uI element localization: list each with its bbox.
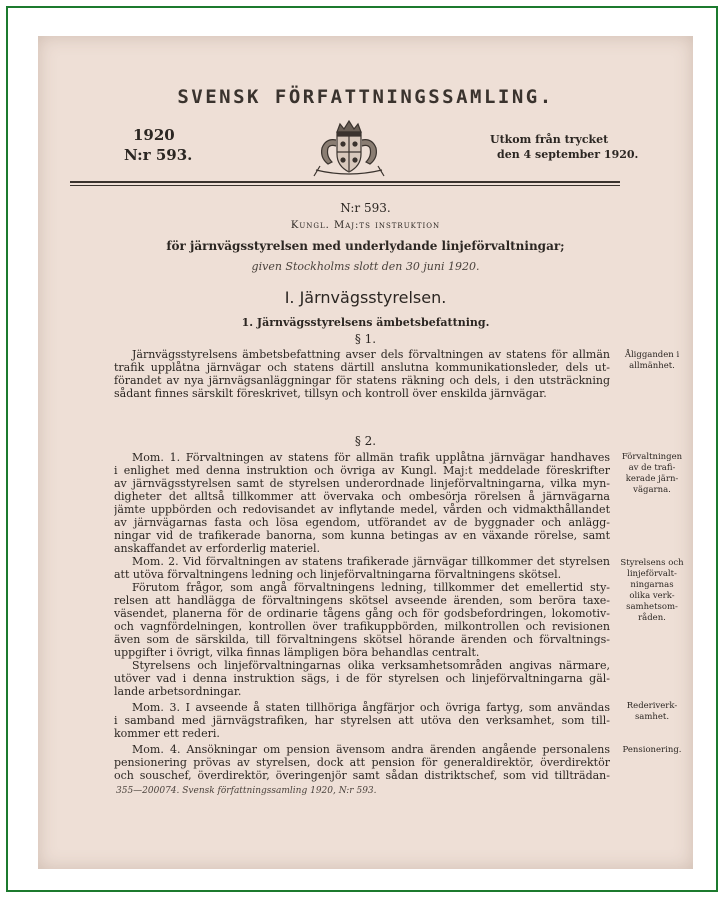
body-line: och vagnfördelningen, kontrollen över trafikuppbörden, milkontrollen och revisionen xyxy=(114,620,610,633)
margin-note xyxy=(612,745,692,756)
body-line: lande arbetsordningar. xyxy=(114,685,242,698)
body-line: trafik upplåtna järnvägar och statens därtill anslutna kommunikationsleder, dels ut- xyxy=(114,361,610,374)
margin-note-line: Rederiverk- xyxy=(626,701,678,711)
body-line: i samband med järnvägstrafiken, har styrelsen att utöva den verksamhet, som till- xyxy=(114,714,610,727)
issue-year: 1920 xyxy=(133,126,175,144)
margin-note-line: vägarna. xyxy=(633,485,671,495)
body-line: av järnvägsstyrelsen samt de styrelsen underordnade linjeförvaltningarna, vilka myn- xyxy=(114,477,610,490)
margin-note-line: Förvaltningen xyxy=(621,452,683,462)
body-line: i enlighet med denna instruktion och övriga av Kungl. Maj:t meddelade föreskrifter xyxy=(114,464,610,477)
subsection-heading: 1. Järnvägsstyrelsens ämbetsbefattning. xyxy=(241,316,490,329)
section-heading: I. Järnvägsstyrelsen. xyxy=(284,288,447,307)
body-line: relsen att handlägga de förvaltningens skötsel avseende ärenden, som beröra taxe- xyxy=(114,594,610,607)
body-line: att utöva förvaltningens ledning och linjeförvaltningarna förvaltningens skötsel. xyxy=(114,568,562,581)
margin-note-line: allmänhet. xyxy=(629,361,675,371)
body-line: kommer ett rederi. xyxy=(114,727,220,740)
body-line: förandet av nya järnvägsanläggningar för statens räkning och dels, i den utsträckning xyxy=(114,374,610,387)
swedish-coat-of-arms-icon xyxy=(310,118,388,180)
paragraph-heading-1: § 1. xyxy=(354,332,377,346)
body-line: jämte uppbörden och redovisandet av inflytande medel, vården och vidmakthållandet xyxy=(114,503,610,516)
margin-note-line: linjeförvalt- xyxy=(627,569,677,579)
body-line: väsendet, planerna för de ordinarie tågens gång och för godsbefordringen, lokomotiv- xyxy=(114,607,610,620)
paragraph-heading-2: § 2. xyxy=(354,434,377,448)
page-footer: 355—200074. Svensk författningssamling 1920, N:r 593. xyxy=(116,786,377,796)
margin-note-line: ningarnas xyxy=(630,580,674,590)
body-line: digheter det alltså tillkommer att övervaka och ombesörja rörelsen å järnvägarna xyxy=(114,490,610,503)
body-line: Mom. 1. Förvaltningen av statens för allmän trafik upplåtna järnvägar handhaves xyxy=(132,451,610,464)
document-page xyxy=(38,36,693,869)
header-rule-thin xyxy=(70,185,620,186)
published-line-2: den 4 september 1920. xyxy=(497,148,639,161)
body-line: Styrelsens och linjeförvaltningarnas olika verksamhetsområden angivas närmare, xyxy=(132,659,610,672)
body-line: av järnvägarnas fasta och lösa egendom, utförandet av de byggnader och anlägg- xyxy=(114,516,610,529)
instruction-line: Kungl. Maj:ts instruktion xyxy=(290,220,441,231)
margin-note-line: Styrelsens och xyxy=(620,558,684,568)
body-line: Förutom frågor, som angå förvaltningens ledning, tillkommer det emellertid sty- xyxy=(132,581,610,594)
body-line: och souschef, överdirektör, överingenjör samt sådan distriktschef, som vid tillträdan- xyxy=(114,769,610,782)
margin-note-line: Åligganden i xyxy=(624,350,680,360)
margin-note-line: råden. xyxy=(638,613,666,623)
body-line: anskaffandet av erforderlig materiel. xyxy=(114,542,321,555)
margin-note-line: samhetsom- xyxy=(626,602,678,612)
margin-note xyxy=(612,701,692,723)
body-line: Mom. 2. Vid förvaltningen av statens trafikerade järnvägar tillkommer det styrelsen xyxy=(132,555,610,568)
margin-note xyxy=(612,558,692,624)
body-line: utöver vad i denna instruktion sägs, i de för styrelsen och linjeförvaltningarna gäl- xyxy=(114,672,610,685)
margin-note xyxy=(612,452,692,496)
document-number: N:r 593. xyxy=(340,201,391,215)
masthead: SVENSK FÖRFATTNINGSSAMLING. xyxy=(177,86,554,108)
margin-note-line: olika verk- xyxy=(629,591,675,601)
body-line: uppgifter i övrigt, vilka finnas lämpligen böra behandlas centralt. xyxy=(114,646,480,659)
body-line: pensionering prövas av styrelsen, dock att pension för generaldirektör, överdirektör xyxy=(114,756,610,769)
document-subject: för järnvägsstyrelsen med underlydande linjeförvaltningar; xyxy=(166,239,565,253)
issue-number: N:r 593. xyxy=(124,146,193,164)
body-line: Mom. 4. Ansökningar om pension ävensom andra ärenden angående personalens xyxy=(132,743,610,756)
margin-note xyxy=(612,350,692,372)
body-line: Järnvägsstyrelsens ämbetsbefattning avser dels förvaltningen av statens för allmän xyxy=(132,348,610,361)
header-rule xyxy=(70,181,620,183)
body-line: sådant finnes särskilt föreskrivet, tillsyn och kontroll över enskilda järnvägar. xyxy=(114,387,547,400)
margin-note-line: samhet. xyxy=(634,712,670,722)
published-line-1: Utkom från trycket xyxy=(490,133,609,146)
margin-note-line: kerade järn- xyxy=(625,474,679,484)
body-line: ningar vid de trafikerade banorna, som kunna betingas av en växande rörelse, samt xyxy=(114,529,610,542)
given-line: given Stockholms slott den 30 juni 1920. xyxy=(251,260,480,273)
body-line: Mom. 3. I avseende å staten tillhöriga ångfärjor och övriga fartyg, som användas xyxy=(132,701,610,714)
body-line: även som de särskilda, till förvaltningens skötsel hörande ärenden och förvaltnings- xyxy=(114,633,610,646)
margin-note-line: av de trafi- xyxy=(628,463,676,473)
margin-note-line: Pensionering. xyxy=(622,745,682,755)
